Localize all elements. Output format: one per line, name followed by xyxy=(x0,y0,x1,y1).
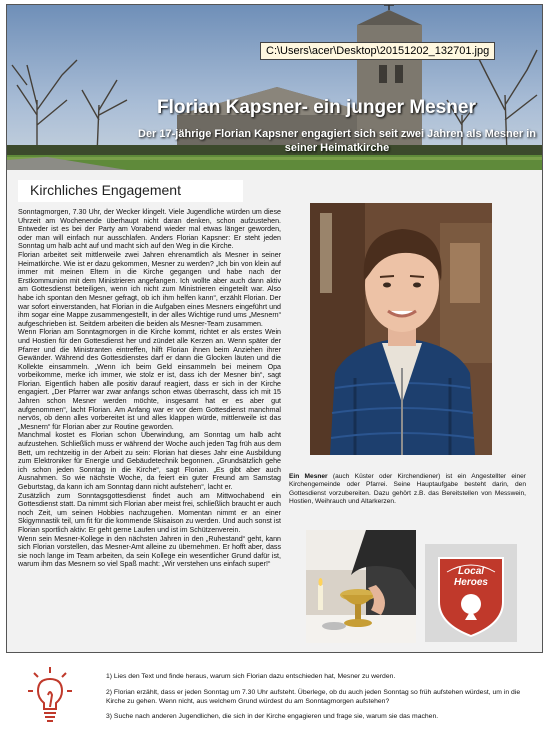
portrait-photo xyxy=(310,203,492,455)
chalice-photo xyxy=(306,530,416,643)
logo-shield xyxy=(425,544,517,642)
local-heroes-logo xyxy=(425,544,517,642)
section-heading: Kirchliches Engagement xyxy=(18,180,243,202)
logo-text-heroes: Heroes xyxy=(454,577,488,588)
page-subtitle: Der 17-jährige Florian Kapsner engagiert sich seit zwei Jahren als Mesner in seiner Heimatkirche xyxy=(138,128,536,154)
content-area xyxy=(7,170,542,653)
question-2: 2) Florian erzählt, dass er jeden Sonntag um 7.30 Uhr aufsteht. Überlege, ob du auch jeden Sonntag so früh aufstehen würdest, um in die Kirche zu gehen. Wenn nicht, aus welchem Grund würdest du am Sonntagmorgen aufstehen? xyxy=(106,689,521,705)
article-paragraph: Wenn sein Mesner-Kollege in den nächsten Jahren in den „Ruhestand“ geht, kann sich Florian vorstellen, das Mesner-Amt alleine zu übernehmen. Er hofft aber, dass sie noch lange im Team arbeiten, da sein Kollege ein wesentlicher Grund dafür ist, warum ihm das Mesnern so viel Spaß macht: „Wir verstehen uns einfach super!“ xyxy=(18,534,281,569)
file-path-label: C:\Users\acer\Desktop\20151202_132701.jpg xyxy=(260,42,495,60)
header-banner xyxy=(7,5,542,170)
article-paragraph: Zusätzlich zum Sonntagsgottesdienst findet auch am Mittwochabend ein Gottesdienst statt. Da nimmt sich Florian aber meist frei, schließlich braucht er auch noch Zeit, um seinen Hobbies nachzugehen. Momentan nimmt er an einer Skigymnastik teil, um fit für die kommende Skisaison zu werden. Und auch sonst ist Florian sportlich aktiv: Er geht gerne Laufen und ist im Schützenverein. xyxy=(18,491,281,534)
article-paragraph: Florian arbeitet seit mittlerweile zwei Jahren ehrenamtlich als Mesner in seiner Heimatkirche. Wie ist er dazu gekommen, Mesner zu werden? „Ich bin von klein auf immer mit meinen Eltern in die Kirche gegangen und habe nach der Erstkommunion mit dem Ministrieren angefangen. Ich wollte aber auch dann aktiv am Gottesdienst beteiligen, wenn ich nicht zum Ministrieren eingeteilt war. Also habe ich spontan den Mesner gefragt, ob ich ihm helfen kann“, erzählt Florian. Der war sofort einverstanden, hat Florian in die Aufgaben eines Mesners eingeführt und ihm sogar eine Mappe zusammengestellt, in der alles Wichtige rund ums „Mesnern“ aufgeschrieben ist. Seitdem arbeiten die beiden als Mesner-Team zusammen. xyxy=(18,250,281,328)
question-3: 3) Suche nach anderen Jugendlichen, die sich in der Kirche engagieren und frage sie, warum sie das machen. xyxy=(106,713,439,720)
lightbulb-icon xyxy=(26,665,74,725)
article-paragraph: Manchmal kostet es Florian schon Überwindung, am Sonntag um halb acht aufzustehen. Schließlich muss er während der Woche auch jeden Tag früh aus dem Bett, um rechtzeitig in der Arbeit zu sein: Florian hat dieses Jahr eine Ausbildung zum Elektroniker für Energie und Gebäudetechnik begonnen. „Grundsätzlich gehe ich schon jeden Sonntag in die Kirche“, sagt Florian. „Es gibt aber auch Ausnahmen. So wie nächste Woche, da feiert ein guter Freund am Samstag Geburtstag, da kann ich am Sonntag dann nicht aufstehen“, lacht er. xyxy=(18,431,281,491)
logo-text-local: Local xyxy=(457,566,485,577)
question-1: 1) Lies den Text und finde heraus, warum sich Florian dazu entschieden hat, Mesner zu werden. xyxy=(106,673,396,680)
questions-section xyxy=(6,657,543,733)
article-body xyxy=(18,208,281,569)
article-paragraph: Sonntagmorgen, 7.30 Uhr, der Wecker klingelt. Viele Jugendliche würden um diese Uhrzeit am Wochenende überhaupt nicht daran denken, schon aufzustehen. Entweder ist es bei der Party am Vorabend wieder mal etwas länger geworden, oder man will einfach nur ausschlafen. Anders Florian Kapsner: Er steht jeden Sonntag um halb acht auf und macht sich auf den Weg in die Kirche. xyxy=(18,208,281,251)
definition-text: (auch Küster oder Kirchendiener) ist ein Angestellter einer Kirchengemeinde oder Pfarrei. Seine Hauptaufgabe besteht darin, den Gottesdienst vorzubereiten. Dazu gehört z.B. das Bereitstellen von Messwein, Hostien, Weihrauch und Altarkerzen. xyxy=(289,473,526,506)
article-frame xyxy=(6,4,543,653)
definition-term: Ein Mesner xyxy=(289,473,328,480)
page-title: Florian Kapsner- ein junger Mesner xyxy=(157,97,476,118)
mesner-definition xyxy=(289,473,526,507)
article-paragraph: Wenn Florian am Sonntagmorgen in die Kirche kommt, richtet er als erstes Wein und Hostien für den Gottesdienst her und zündet alle Kerzen an. Wenn später der Pfarrer und die Ministranten eintreffen, hilft Florian ihnen beim Anziehen ihrer Gewänder. Während des Gottesdienstes darf er dann die Glocken läuten und die Kollekte einsammeln. „Wenn ich beim Geld einsammeln bei meinem Opa vorbeikomme, merke ich immer, wie stolz er ist, dass ich der Mesner bin“, sagt Florian. Eigentlich haben alle positiv darauf reagiert, dass er sich in der Kirche engagiert. „Der Pfarrer war zwar anfangs schon etwas überrascht, dass ich mit 15 Jahren schon Mesner werden möchte, insgesamt hat er es aber gut aufgenommen“, lacht Florian. Am Anfang war er vor dem Gottesdienst manchmal nervös, ob denn alles vorbereitet ist und alles klappen würde, mittlerweile ist das „Mesnern“ für Florian aber zur Routine geworden. xyxy=(18,328,281,431)
